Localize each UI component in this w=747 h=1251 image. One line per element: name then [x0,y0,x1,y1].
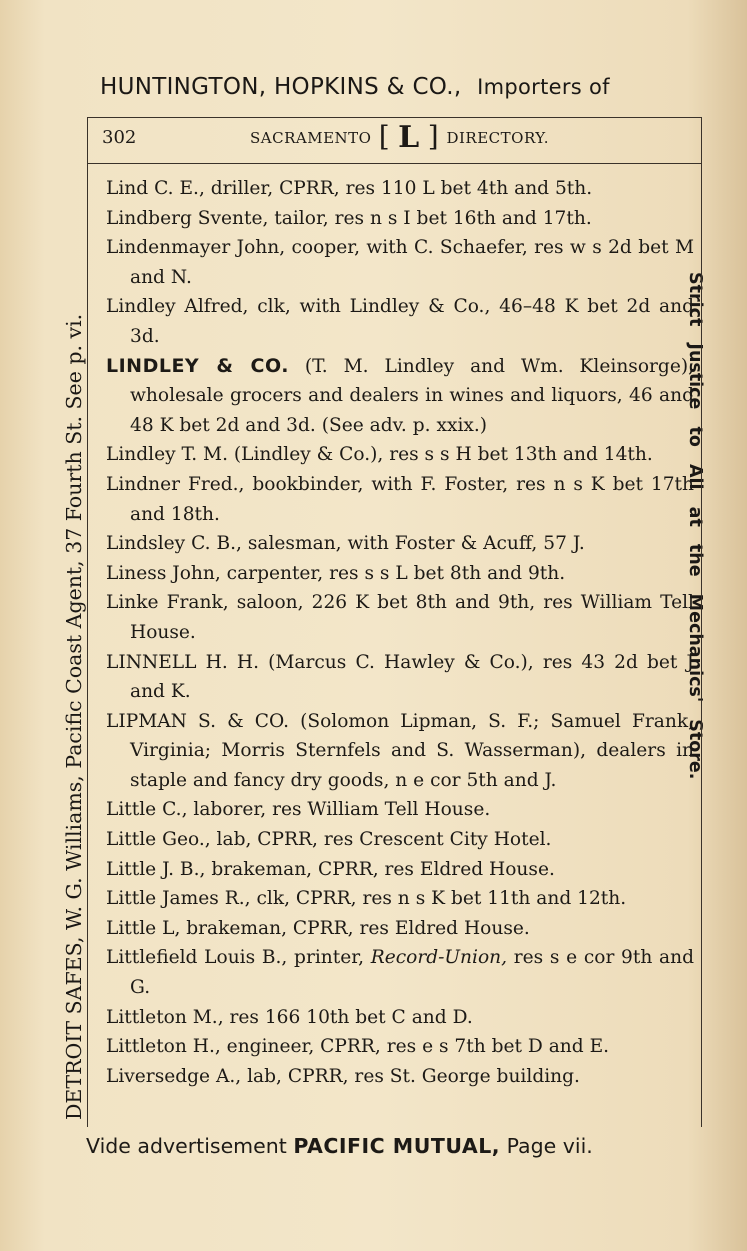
directory-entry: Lindley T. M. (Lindley & Co.), res s s H bet 13th and 14th. [106,444,653,466]
right-margin-advertisement: Strict Justice to All at the Mechanics' Store. [685,272,705,780]
footer-tail: Page vii. [500,1134,593,1158]
directory-entry: Lindner Fred., bookbinder, with F. Foster, res n s K bet 17th and 18th. [106,473,694,525]
directory-entry: Little C., laborer, res William Tell House. [106,799,491,821]
banner-tail: Importers of [477,75,610,99]
directory-entry: LINDLEY & CO. (T. M. Lindley and Wm. Kleinsorge), wholesale grocers and dealers in wines and liquors, 46 and 48 K bet 2d and 3d. (See adv. p. xxix.) [106,354,695,436]
directory-entries [106,174,694,1091]
directory-entry: Lindley Alfred, clk, with Lindley & Co., 46–48 K bet 2d and 3d. [106,296,694,347]
directory-entry: Linke Frank, saloon, 226 K bet 8th and 9th, res William Tell House. [106,592,694,643]
directory-entry: Littleton M., res 166 10th bet C and D. [106,1006,473,1028]
page-number: 302 [102,127,137,148]
header-bottom-rule [87,163,702,164]
directory-entry: Lindenmayer John, cooper, with C. Schaefer, res w s 2d bet M and N. [106,237,694,288]
running-head-city: SACRAMENTO [250,129,372,147]
header-top-rule [87,117,702,118]
bracket-close: ] [427,120,440,153]
directory-entry: Liversedge A., lab, CPRR, res St. George building. [106,1065,580,1087]
directory-entry: Lind C. E., driller, CPRR, res 110 L bet 4th and 5th. [106,178,593,199]
running-head-directory: DIRECTORY. [446,129,550,147]
directory-entry: Little Geo., lab, CPRR, res Crescent City Hotel. [106,829,552,851]
directory-entry: Little James R., clk, CPRR, res n s K bet 11th and 12th. [106,888,627,910]
directory-entry: Lindsley C. B., salesman, with Foster & Acuff, 57 J. [106,533,585,555]
left-margin-advertisement: DETROIT SAFES, W. G. Williams, Pacific Coast Agent, 37 Fourth St. See p. vi. [62,313,86,1120]
bracket-open: [ [378,120,391,153]
directory-entry: Lindberg Svente, tailor, res n s I bet 16th and 17th. [106,207,592,229]
footer-company: PACIFIC MUTUAL, [293,1134,501,1158]
directory-entry: LINNELL H. H. (Marcus C. Hawley & Co.), res 43 2d bet J and K. [106,651,694,703]
firm-name: LINDLEY & CO. [106,354,289,377]
directory-entry: Littleton H., engineer, CPRR, res e s 7th bet D and E. [106,1036,610,1058]
directory-entry: Little J. B., brakeman, CPRR, res Eldred House. [106,858,555,880]
directory-entry: LIPMAN S. & CO. (Solomon Lipman, S. F.; Samuel Frank, Virginia; Morris Sternfels and S. Wasserman), dealers in staple and fancy dry goods, n e cor 5th and J. [106,710,694,791]
running-head [250,120,549,155]
directory-entry: Little L, brakeman, CPRR, res Eldred House. [106,917,530,939]
newspaper-title: Record-Union, [370,947,508,969]
top-banner-advertisement [100,74,700,100]
directory-entry: Liness John, carpenter, res s s L bet 8th and 9th. [106,562,566,584]
section-letter: L [398,120,420,155]
footer-advertisement [86,1134,716,1158]
footer-lead: Vide advertisement [86,1134,294,1158]
banner-firm-name: HUNTINGTON, HOPKINS & CO., [100,74,462,100]
directory-entry: Littlefield Louis B., printer, Record-Union, res s e cor 9th and G. [106,947,694,999]
